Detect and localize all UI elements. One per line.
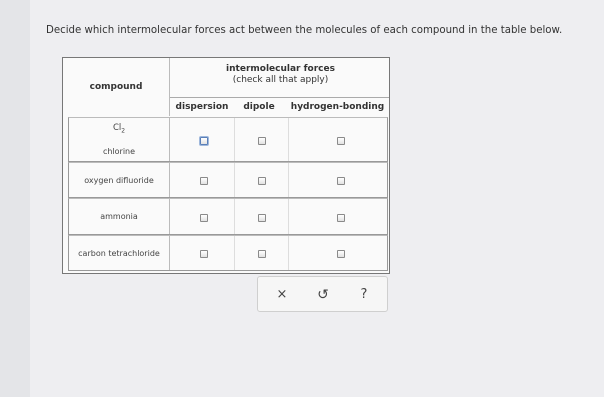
compound-cell (69, 236, 170, 270)
column-divider (234, 236, 235, 270)
compound-cell (69, 163, 170, 197)
answer-toolbar (257, 276, 388, 312)
formula-subscript: 2 (121, 127, 126, 135)
compound-column-header: compound (63, 58, 170, 116)
formula-main: Cl (112, 123, 122, 134)
table-row (68, 162, 388, 198)
column-divider (234, 199, 235, 234)
column-divider (288, 199, 289, 234)
dipole-checkbox[interactable] (258, 137, 266, 145)
question-prompt: Decide which intermolecular forces act between the molecules of each compound in the table below. (46, 25, 563, 36)
column-divider (234, 163, 235, 197)
dispersion-column-header: dispersion (175, 102, 229, 112)
forces-group-header (170, 64, 391, 86)
hydrogen-bonding-checkbox[interactable] (337, 177, 345, 185)
column-divider (288, 163, 289, 197)
column-divider (288, 118, 289, 161)
column-divider (288, 236, 289, 270)
undo-icon[interactable]: ↺ (317, 287, 329, 303)
hydrogen-bonding-checkbox[interactable] (337, 250, 345, 258)
hydrogen-bonding-column-header: hydrogen-bonding (290, 102, 385, 112)
forces-subheader-row (170, 97, 389, 117)
table-row (68, 117, 388, 162)
forces-group-title: intermolecular forces (226, 64, 335, 74)
hydrogen-bonding-checkbox[interactable] (337, 214, 345, 222)
dispersion-checkbox[interactable] (200, 214, 208, 222)
compound-cell (69, 199, 170, 234)
dispersion-checkbox[interactable] (200, 137, 208, 145)
dispersion-checkbox[interactable] (200, 177, 208, 185)
hydrogen-bonding-checkbox[interactable] (337, 137, 345, 145)
dipole-checkbox[interactable] (258, 214, 266, 222)
compound-name: ammonia (100, 212, 138, 221)
dispersion-checkbox[interactable] (200, 250, 208, 258)
close-icon[interactable]: × (276, 287, 288, 302)
compound-name: carbon tetrachloride (78, 248, 160, 258)
dipole-checkbox[interactable] (258, 177, 266, 185)
table-row (68, 235, 388, 271)
dipole-column-header: dipole (243, 102, 275, 112)
table-row (68, 198, 388, 235)
intermolecular-forces-table (62, 57, 390, 274)
compound-cell (69, 118, 170, 161)
help-icon[interactable]: ? (360, 287, 368, 302)
dipole-checkbox[interactable] (258, 250, 266, 258)
forces-group-subtitle: (check all that apply) (232, 75, 329, 85)
compound-formula (113, 123, 125, 135)
compound-name: oxygen difluoride (84, 175, 154, 185)
column-divider (234, 118, 235, 161)
compound-name: chlorine (102, 146, 136, 156)
